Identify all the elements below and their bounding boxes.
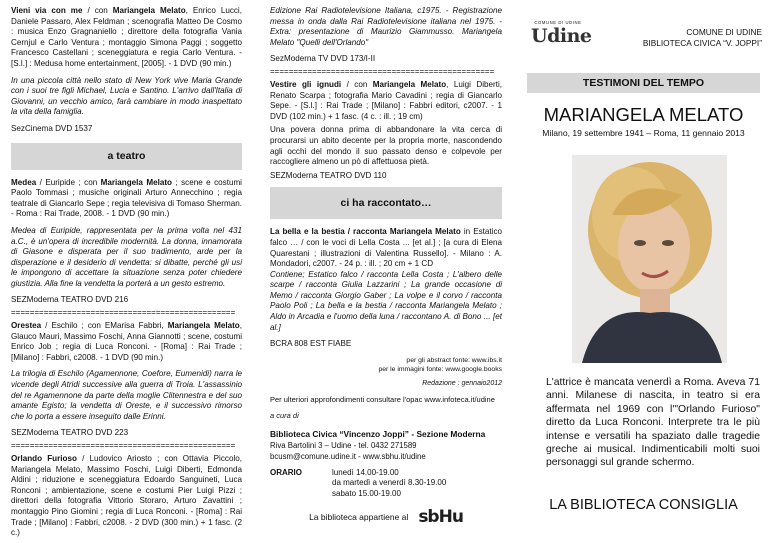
entry-text: , Glauco Mauri, Massimo Foschi, Anna Giannotti ; scene, costumi Enrico Job ; regia di Luca Ronconi. - [Roma] : Rai Trade ; [Milano] : Fabbri, c2008. - 1 DVD (90 min.) — [11, 321, 242, 362]
entry-actress: Mariangela Melato — [100, 177, 172, 187]
entry-location: SEZModerna TEATRO DVD 223 — [11, 428, 129, 438]
actress-name: MARIANGELA MELATO — [543, 104, 744, 125]
section-heading-teatro: a teatro — [11, 143, 242, 170]
entry-text: / Ludovico Ariosto ; con Ottavia Piccolo, Mariangela Melato, Massimo Foschi, Luigi Diberti, Edmonda Aldini ; riduzione e sceneggiatura Edoardo Sanguineti, Luca Ronconi ; ambientazione, scene e costumi Pier Luigi Pizzi ; direttori della fotografia Vittorio Storaro, Arturo Zavattini ; montaggio Pino Giomini ; regia di Luca Ronconi. - [Roma] : Rai Trade ; [Milano] : Fabbri, c2008. - 2 DVD (300 min.) + 1 fasc. (2 c.) — [11, 454, 242, 538]
entry-location: SezModerna TV DVD 173/I-II — [270, 54, 376, 64]
portrait-photo — [572, 155, 727, 363]
entry-title: Medea — [11, 177, 37, 187]
cura-label: a cura di — [270, 410, 299, 420]
entry-text: / con — [82, 6, 113, 15]
entry-medea — [11, 178, 242, 220]
separator: ================================================ — [270, 66, 495, 76]
orario-list — [332, 468, 446, 499]
column-left — [0, 0, 250, 543]
entry-actress: Mariangela Melato — [372, 79, 447, 89]
section-heading-ci-ha-raccontato: ci ha raccontato… — [270, 187, 502, 219]
comune-label: COMUNE DI UDINE — [686, 27, 762, 37]
entry-title: Orlando Furioso — [11, 454, 77, 463]
opac-note: Per ulteriori approfondimenti consultare l'opac www.infoteca.it/udine — [270, 394, 495, 404]
entry-actress: Mariangela Melato — [112, 6, 186, 15]
entry-description: Una povera donna prima di abbandonare la vita cerca di procurarsi un abito decente per la propria morte, nascondendo agli occhi del mondo il suo passato denso e colpevole per raccogliere almeno un pò di affettuosa pietà. — [270, 125, 502, 167]
udine-logo — [531, 20, 592, 60]
entry-actress: Mariangela Melato — [167, 321, 240, 331]
entry-text: in Estatico falco … / con le voci di Lella Costa ... [et al.] ; [a cura di Elena Quarestani ; illustrazioni di Valentina Russello]. - Milano : A. Mondadori, c2007. - 24 p. : ill. ; 20 cm + 1 CD — [270, 227, 502, 269]
orario-label: ORARIO — [270, 467, 302, 477]
entry-text: , Luigi Diberti, Renato Scarpa ; fotografia Mario Cavadini ; regia di Giancarlo Sepe. - [S.l.] : Rai Trade ; [Milano] : Fabbri editori, c2007. - 1 DVD (102 min.) + 1 fasc. (4 c. : ill. ; 19 cm) — [270, 79, 503, 121]
footer-title: LA BIBLIOTECA CONSIGLIA — [549, 497, 738, 513]
entry-location: BCRA 808 EST FIABE — [270, 339, 352, 349]
redazione: Redazione : gennaio2012 — [422, 379, 502, 387]
network-text: La biblioteca appartiene al — [309, 512, 409, 523]
orario-row: da martedì a venerdì 8.30-19.00 — [332, 478, 447, 488]
entry-location: SezCinema DVD 1537 — [11, 123, 93, 133]
source-abstract: per gli abstract fonte: www.ibs.it — [406, 356, 502, 364]
biography: L'attrice è mancata venerdì a Roma. Aveva 71 anni. Milanese di nascita, in teatro si era affermata nel 1969 con l'"Orlando Furioso" diretto da Luca Ronconi. Interprete tra le più intense e versatili ha spaziato dalle tragedie greche ai musical. Indimenticabili molti suoi personaggi sul grande schermo. — [546, 377, 760, 469]
separator: ================================================ — [11, 441, 236, 450]
orario-row: lunedì 14.00-19.00 — [332, 467, 399, 477]
entry-abstract: La trilogia di Eschilo (Agamennone, Coefore, Eumenidi) narra le vicende degli Atridi successive alla guerra di Troia. L'assassinio del re Agamennone da parte della moglie Clitennestra e del suo amante Egisto; la vendetta di Oreste, e il successivo rimorso che lo porta a essere inseguito dalle Erinni. — [11, 369, 242, 421]
source-images: per le immagini fonte: www.google.books — [378, 365, 502, 373]
entry-title: Vieni via con me — [11, 6, 83, 15]
udine-logo-word: Udine — [531, 25, 592, 47]
life-dates: Milano, 19 settembre 1941 – Roma, 11 gennaio 2013 — [542, 128, 745, 138]
biblioteca-label: BIBLIOTECA CIVICA “V. JOPPI” — [642, 38, 762, 48]
opening-hours — [270, 468, 502, 499]
column-middle — [258, 0, 508, 527]
entry-title: Orestea — [11, 321, 42, 331]
institution — [629, 27, 762, 49]
entry-location: SEZModerna TEATRO DVD 216 — [11, 295, 129, 305]
library-address: Riva Bartolini 3 – Udine - tel. 0432 271589 — [270, 440, 417, 450]
entry-abstract: Edizione Rai Radiotelevisione Italiana, c1975. - Registrazione messa in onda dalla Rai Radiotelevisione italiana nel 1975. - Extra: presentazione di Maurizio Giammusso. Mariangela Melato "Quelli dell'Orlando" — [270, 6, 502, 47]
separator: ================================================ — [11, 308, 236, 318]
entry-abstract: Medea di Euripide, rappresentata per la prima volta nel 431 a.C., è un'opera di incredibile modernità. La donna, innamorata di Giasone e disperata per il suo tradimento, arde per la disperazione e il desiderio di vendetta: si dibatte, perché gli usi le impongono di accettare la situazione senza poter chiedere giustizia. Alla fine la vendetta la porterà a un gesto estremo. — [11, 225, 242, 288]
library-email: bcusm@comune.udine.it - www.sbhu.it/udine — [270, 451, 426, 461]
entry-text: / con — [341, 79, 373, 89]
entry-vieni-via-con-me — [11, 6, 242, 70]
entry-contents: Contiene; Estatico falco / racconta Lella Costa ; L'albero delle scarpe / racconta Giulia Lazzarini ; La grande occasione di Memo / racconta Giorgio Gaber ; La volpe e il corvo / racconta Paolo Poli ; La bella e la bestia / racconta Mariangela Melato ; Aldo in Arcadia e l'uomo della luna / raccontano A. di Bono ... [et al.] — [270, 269, 502, 332]
entry-vestire-gli-ignudi — [270, 80, 502, 122]
network-line — [270, 507, 502, 527]
entry-orestea — [11, 321, 242, 363]
band-testimoni-del-tempo: TESTIMONI DEL TEMPO — [527, 73, 760, 93]
entry-text: , Enrico Lucci, Daniele Passaro, Alex Feldman ; scenografia Matteo De Cosmo : musica Enzo Gragnaniello ; direttore della fotografia Vania Cernjul e Carlo Ventura ; montaggio Simona Paggi ; soggetto Francesco Castellani ; sceneggiatura e regia Carlo Ventura. - [S.l.] : Medusa home entertainment, [2005]. - 1 DVD (90 min.) — [11, 6, 242, 68]
library-name: Biblioteca Civica “Vincenzo Joppi” - Sezione Moderna — [270, 428, 486, 439]
entry-title: La bella e la bestia / racconta Mariangela Melato — [270, 227, 461, 237]
portrait-illustration — [572, 155, 727, 363]
entry-bella-e-bestia — [270, 227, 502, 269]
entry-location: SEZModerna TEATRO DVD 110 — [270, 170, 387, 180]
entry-orlando-furioso — [11, 454, 242, 539]
sbhu-logo: sbHu — [418, 507, 463, 528]
entry-text: ; scene e costumi Paolo Tommasi ; musiche originali Arturo Annecchino ; regia teatrale di Giancarlo Sepe ; regia televisiva di Tomaso Sherman. - Roma : Rai Trade, 2008. - 1 DVD (90 min.) — [11, 177, 242, 219]
orario-row: sabato 15.00-19.00 — [332, 488, 401, 498]
entry-text: / Euripide ; con — [36, 177, 101, 187]
udine-logo-caption: COMUNE DI UDINE — [534, 20, 582, 25]
entry-text: / Eschilo ; con EMarisa Fabbri, — [41, 321, 168, 331]
entry-abstract: In una piccola città nello stato di New York vive Maria Grande con i suoi tre figli Michael, Lucia e Santino. L'arrivo dall'Italia di Giovanni, un vecchio amico, farà cambiare in modo inaspettato la vita della famiglia. — [11, 75, 242, 117]
entry-title: Vestire gli ignudi — [270, 79, 342, 89]
